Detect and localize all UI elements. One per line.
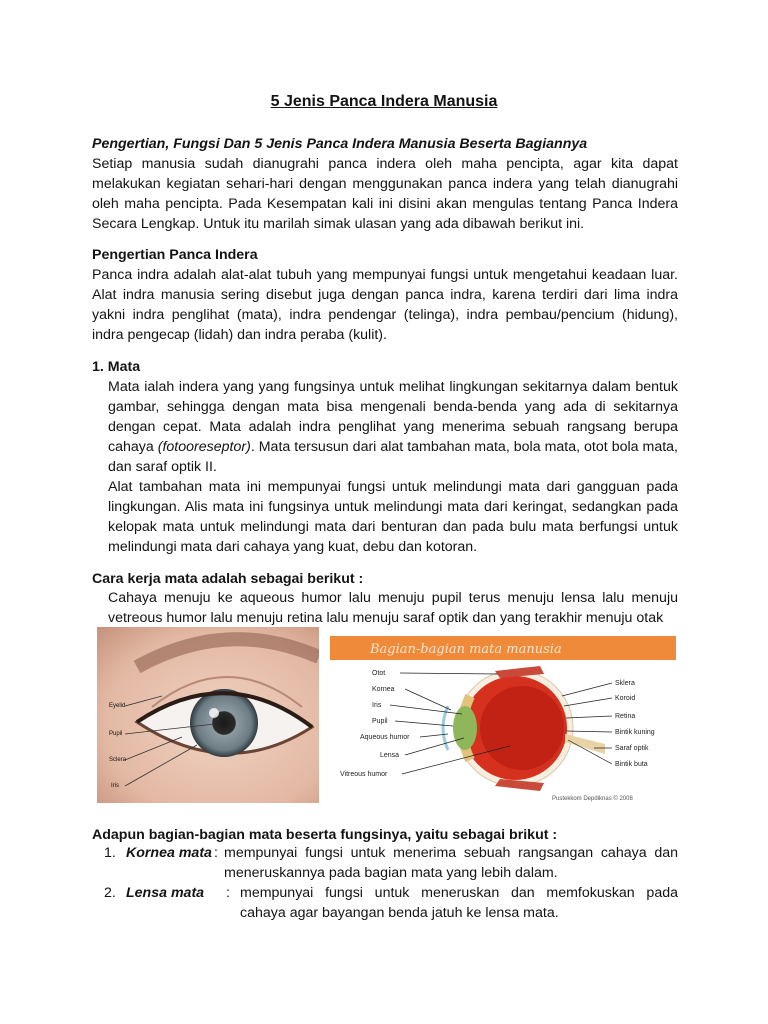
- label-koroid: Koroid: [615, 695, 636, 702]
- intro-subtitle: Pengertian, Fungsi Dan 5 Jenis Panca Indera Manusia Beserta Bagiannya: [92, 136, 588, 152]
- label-iris: Iris: [111, 783, 119, 789]
- label-aqueous-humor: Aqueous humor: [360, 734, 410, 741]
- list-item: [104, 883, 678, 923]
- list-item-number: 2.: [104, 885, 116, 901]
- label-otot: Otot: [372, 670, 386, 677]
- pengertian-heading: Pengertian Panca Indera: [92, 247, 258, 263]
- cara-kerja-body: [108, 588, 678, 628]
- label-bintik-kuning: Bintik kuning: [615, 729, 655, 736]
- label-sklera: Sklera: [615, 680, 635, 687]
- fotooreseptor-term: (fotooreseptor): [157, 439, 251, 455]
- bagian-section: [92, 825, 678, 845]
- list-item-description: mempunyai fungsi untuk menerima sebuah rangsangan cahaya dan meneruskannya pada bagian mata yang lebih dalam.: [224, 845, 678, 881]
- list-item-colon: :: [214, 845, 218, 861]
- list-item-description: mempunyai fungsi untuk meneruskan dan memfokuskan pada cahaya agar bayangan benda jatuh ke lensa mata.: [240, 885, 678, 921]
- label-sclera: Sclera: [109, 757, 127, 763]
- mata-p1-text: Mata ialah indera yang yang fungsinya untuk melihat lingkungan sekitarnya dalam bentuk gambar, sehingga dengan mata bisa mengenali benda-benda yang ada di sekitarnya dengan cepat. Mata adalah indra penglihat yang menerima sebuah rangsang berupa cahaya: [108, 379, 678, 455]
- diagram-title: Bagian-bagian mata manusia: [370, 642, 562, 657]
- bagian-heading: Adapun bagian-bagian mata beserta fungsinya, yaitu sebagai brikut :: [92, 827, 558, 843]
- list-item-colon: :: [226, 885, 230, 901]
- mata-paragraph-2: Alat tambahan mata ini mempunyai fungsi untuk melindungi mata dari gangguan pada lingkungan. Alis mata ini fungsinya untuk melindungi mata dari keringat, sedangkan pada kelopak mata untuk melindungi mata dari benturan dan pada bulu mata berfungsi untuk melindungi mata dari cahaya yang kuat, debu dan kotoran.: [108, 479, 678, 555]
- cara-kerja-heading: Cara kerja mata adalah sebagai berikut :: [92, 571, 364, 587]
- list-item-number: 1.: [104, 845, 116, 861]
- label-eyelid: Eyelid: [109, 703, 126, 709]
- label-bintik-buta: Bintik buta: [615, 761, 648, 768]
- eye-photo: [97, 627, 319, 803]
- label-pupil: Pupil: [109, 731, 123, 737]
- mata-section: [92, 357, 678, 377]
- label-saraf-optik: Saraf optik: [615, 745, 649, 752]
- label-retina: Retina: [615, 713, 636, 720]
- label-vitreous-humor: Vitreous humor: [340, 771, 388, 778]
- mata-heading: 1. Mata: [92, 359, 141, 375]
- pengertian-section: [92, 245, 678, 345]
- bagian-list: [104, 843, 678, 923]
- label-lensa: Lensa: [380, 752, 400, 759]
- mata-body: [108, 377, 678, 557]
- cara-kerja-section: [92, 569, 678, 589]
- list-item: [104, 843, 678, 883]
- page-title: 5 Jenis Panca Indera Manusia: [270, 93, 498, 110]
- intro-section: [92, 134, 678, 234]
- intro-paragraph: Setiap manusia sudah dianugrahi panca indera oleh maha pencipta, agar kita dapat melakukan kegiatan sehari-hari dengan menggunakan panca indera yang telah dianugrahi oleh maha pencipta. Pada Kesempatan kali ini disini akan mengulas tentang Panca Indera Secara Lengkap. Untuk itu marilah simak ulasan yang ada dibawah berikut ini.: [92, 156, 678, 232]
- label-pupil-diagram: Pupil: [372, 718, 388, 725]
- list-item-term: Kornea mata: [126, 845, 212, 861]
- cara-kerja-paragraph: Cahaya menuju ke aqueous humor lalu menuju pupil terus menuju lensa lalu menuju vetreous humor lalu menuju retina lalu menuju saraf optik dan yang terakhir menuju otak: [108, 590, 678, 626]
- label-iris-diagram: Iris: [372, 702, 382, 709]
- mata-p1-text-end: . Mata tersusun dari alat tambahan mata, bola mata, otot bola mata, dan saraf optik II.: [108, 439, 678, 475]
- diagram-credit: Pustekkom Depdiknas © 2008: [552, 796, 633, 802]
- list-item-term: Lensa mata: [126, 885, 205, 901]
- label-kornea: Kornea: [372, 686, 395, 693]
- pengertian-paragraph: Panca indra adalah alat-alat tubuh yang mempunyai fungsi untuk mengetahui keadaan luar. Alat indra manusia sering disebut juga dengan panca indra, karena terdiri dari lima indra yakni indra penglihat (mata), indra pendengar (telinga), indra pembau/pencium (hidung), indra pengecap (lidah) dan indra peraba (kulit).: [92, 267, 678, 343]
- eye-anatomy-diagram: [330, 636, 676, 804]
- mata-paragraph-1: [108, 377, 678, 477]
